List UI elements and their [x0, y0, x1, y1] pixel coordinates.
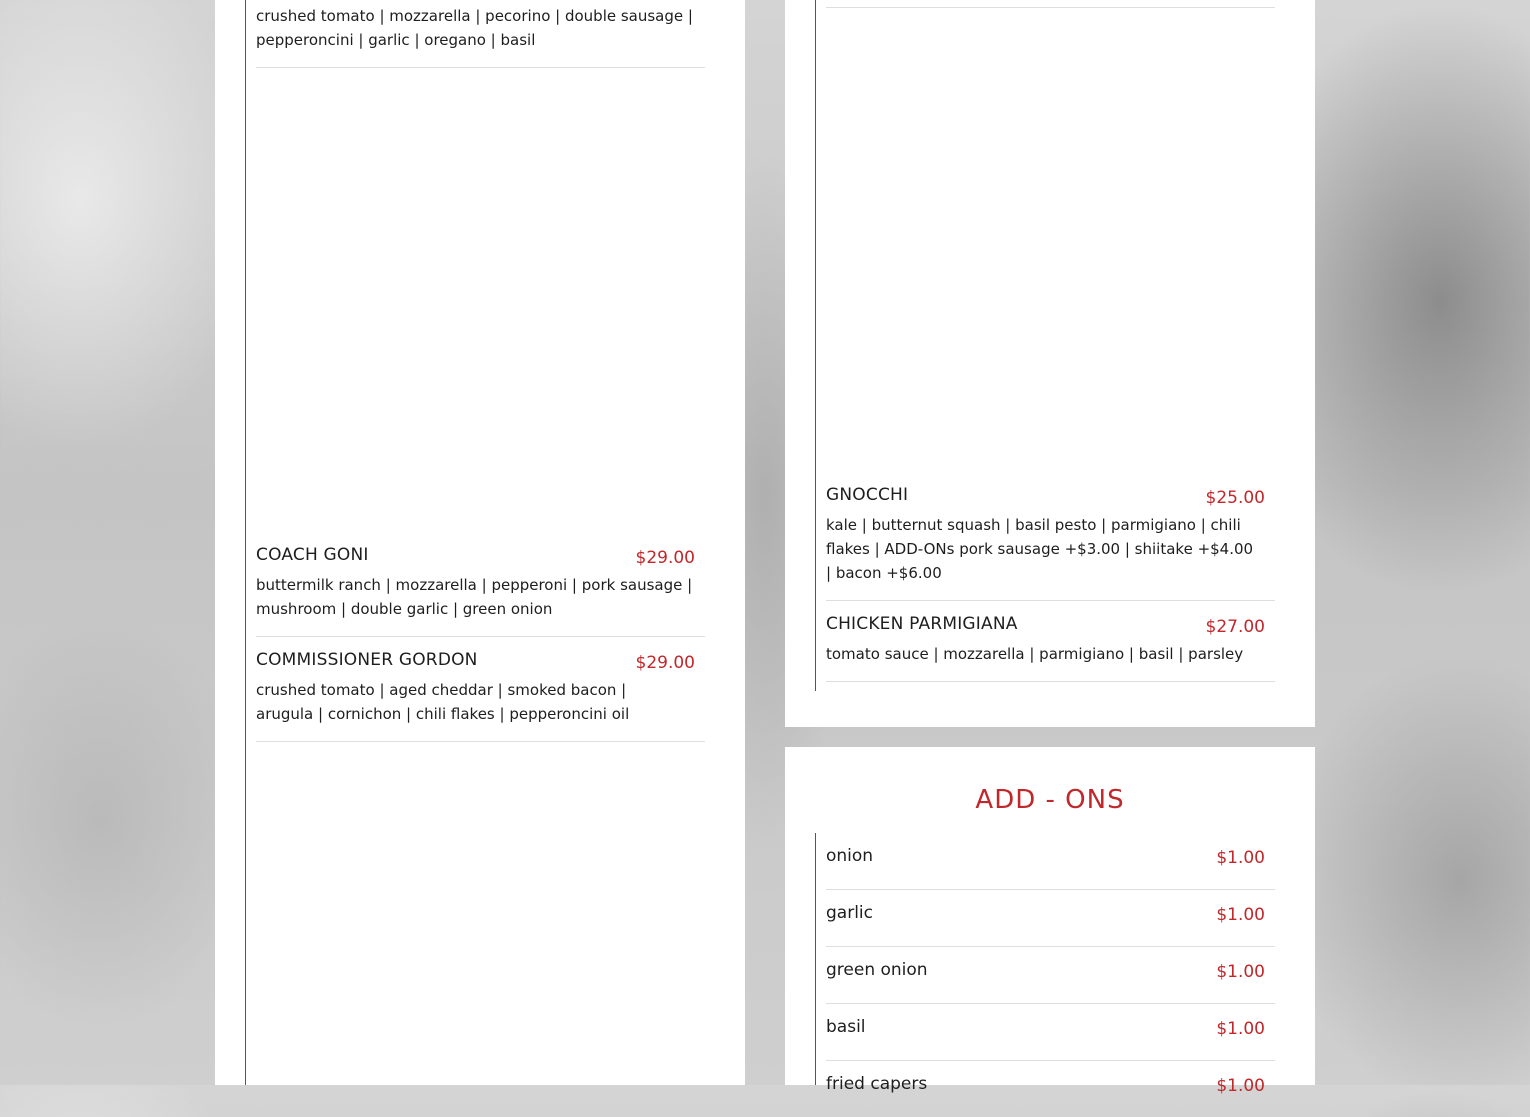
menu-item-title: COMMISSIONER GORDON — [256, 650, 478, 670]
addon-row-garlic — [826, 889, 1275, 947]
addon-price: $1.00 — [1216, 962, 1265, 982]
menu-item-price: $29.00 — [635, 653, 695, 673]
menu-item-description: crushed tomato | aged cheddar | smoked bacon | arugula | cornichon | chili flakes | pepperoncini oil — [256, 681, 630, 723]
accent-line — [245, 0, 246, 1085]
menu-item — [256, 0, 705, 68]
menu-item-title: CHICKEN PARMIGIANA — [826, 614, 1018, 634]
addon-name: onion — [826, 846, 874, 866]
menu-item-description: kale | butternut squash | basil pesto | parmigiano | chili flakes | ADD-ONs pork sausage +$3.00 | shiitake +$4.00 | bacon +$6.00 — [826, 516, 1254, 582]
addon-price: $1.00 — [1216, 905, 1265, 925]
addon-name: fried capers — [826, 1074, 928, 1094]
accent-line — [815, 0, 816, 691]
menu-panel-right — [785, 0, 1315, 727]
menu-item-price: $27.00 — [1205, 617, 1265, 637]
addons-panel — [785, 747, 1315, 1096]
addon-row-green-onion — [826, 946, 1275, 1004]
addon-price: $1.00 — [1216, 848, 1265, 868]
menu-item-description: buttermilk ranch | mozzarella | pepperoni | pork sausage | mushroom | double garlic | green onion — [256, 576, 693, 618]
addon-name: green onion — [826, 960, 928, 980]
menu-item-description: crushed tomato | mozzarella | pecorino | double sausage | pepperoncini | garlic | oregano | basil — [256, 7, 693, 49]
menu-item-gnocchi — [826, 485, 1275, 601]
addon-row-fried-capers — [826, 1060, 1275, 1117]
addon-row-onion — [826, 832, 1275, 890]
addon-price: $1.00 — [1216, 1076, 1265, 1096]
menu-item-price: $29.00 — [635, 548, 695, 568]
menu-item-price: $25.00 — [1205, 488, 1265, 508]
menu-item-coach-goni — [256, 545, 705, 637]
addon-name: garlic — [826, 903, 873, 923]
menu-item-title: COACH GONI — [256, 545, 369, 565]
menu-item-chicken-parmigiana — [826, 614, 1275, 682]
addon-name: basil — [826, 1017, 866, 1037]
menu-item-description: tomato sauce | mozzarella | parmigiano | basil | parsley — [826, 645, 1244, 663]
addon-price: $1.00 — [1216, 1019, 1265, 1039]
menu-item-commissioner-gordon — [256, 650, 705, 742]
addons-title: ADD - ONS — [975, 785, 1125, 815]
accent-line — [815, 833, 816, 1085]
menu-panel-left — [215, 0, 745, 1085]
divider — [826, 7, 1275, 8]
addon-row-basil — [826, 1003, 1275, 1061]
menu-item-title: GNOCCHI — [826, 485, 909, 505]
